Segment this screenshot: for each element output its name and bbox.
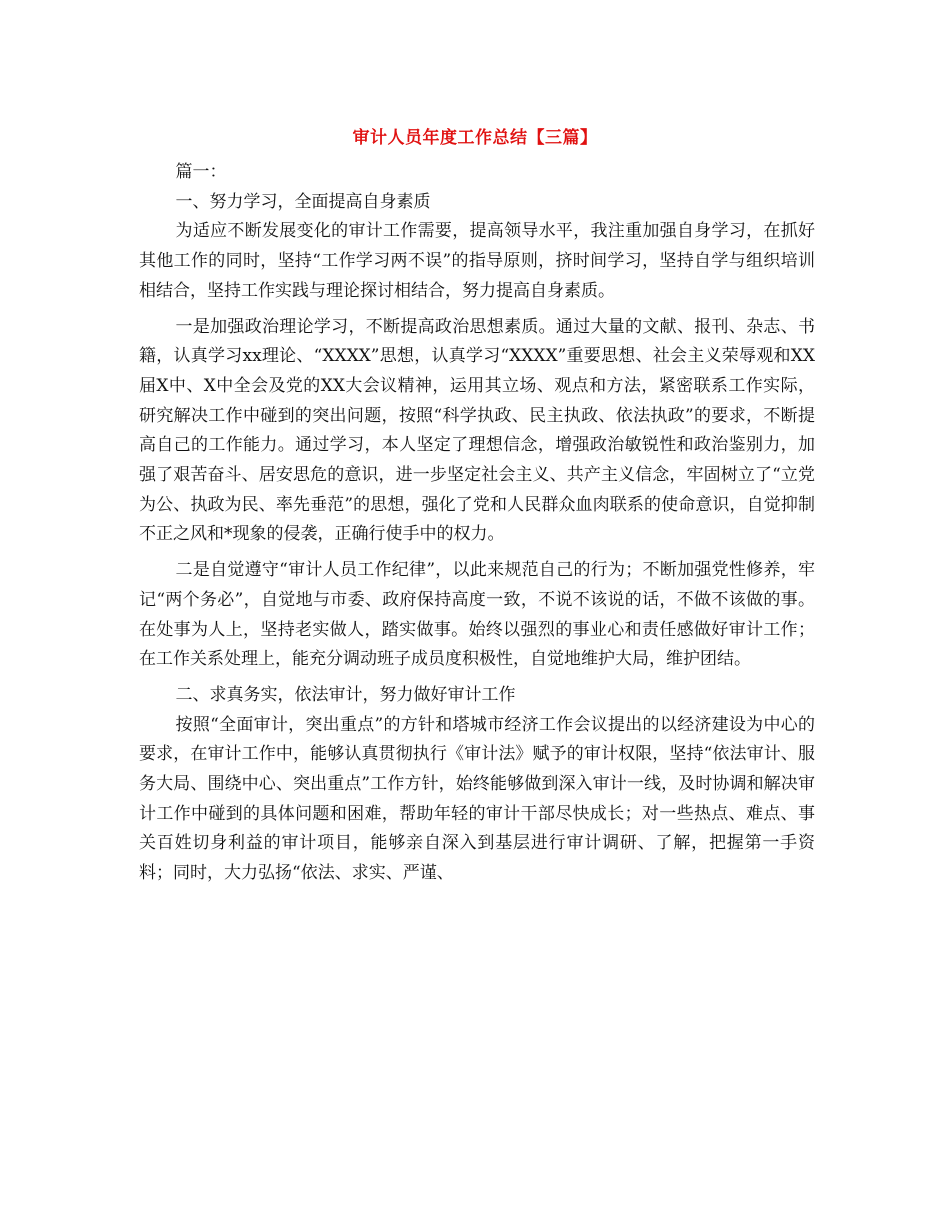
paragraph: 二是自觉遵守“审计人员工作纪律”，以此来规范自己的行为；不断加强党性修养，牢记“两个务必”，自觉地与市委、政府保持高度一致，不说不该说的话，不做不该做的事。在处事为人上，坚持老实做人，踏实做事。始终以强烈的事业心和责任感做好审计工作；在工作关系处理上，能充分调动班子成员度积极性，自觉地维护大局，维护团结。: [139, 560, 815, 670]
document-body: [139, 158, 815, 889]
paragraph: 为适应不断发展变化的审计工作需要，提高领导水平，我注重加强自身学习，在抓好其他工作的同时，坚持“工作学习两不误”的指导原则，挤时间学习，坚持自学与组织培训相结合，坚持工作实践与理论探讨相结合，努力提高自身素质。: [139, 221, 815, 301]
paragraph: 一是加强政治理论学习，不断提高政治思想素质。通过大量的文献、报刊、杂志、书籍，认真学习xx理论、“XXXX”思想，认真学习“XXXX”重要思想、社会主义荣辱观和XX届X中、X中全会及党的XX大会议精神，运用其立场、观点和方法，紧密联系工作实际，研究解决工作中碰到的突出问题，按照“科学执政、民主执政、依法执政”的要求，不断提高自己的工作能力。通过学习，本人坚定了理想信念，增强政治敏锐性和政治鉴别力，加强了艰苦奋斗、居安思危的意识，进一步坚定社会主义、共产主义信念，牢固树立了“立党为公、执政为民、率先垂范”的思想，强化了党和人民群众血肉联系的使命意识，自觉抑制不正之风和*现象的侵袭，正确行使手中的权力。: [139, 316, 815, 545]
paragraph: 按照“全面审计，突出重点”的方针和塔城市经济工作会议提出的以经济建设为中心的要求，在审计工作中，能够认真贯彻执行《审计法》赋予的审计权限，坚持“依法审计、服务大局、围绕中心、突出重点”工作方针，始终能够做到深入审计一线，及时协调和解决审计工作中碰到的具体问题和困难，帮助年轻的审计干部尽快成长；对一些热点、难点、事关百姓切身利益的审计项目，能够亲自深入到基层进行审计调研、了解，把握第一手资料；同时，大力弘扬“依法、求实、严谨、: [139, 714, 815, 884]
section-heading: 一、努力学习，全面提高自身素质: [175, 191, 431, 212]
section-heading: 二、求真务实，依法审计，努力做好审计工作: [175, 684, 516, 705]
document-title: 审计人员年度工作总结【三篇】: [352, 128, 598, 148]
section-label: 篇一：: [175, 162, 227, 182]
